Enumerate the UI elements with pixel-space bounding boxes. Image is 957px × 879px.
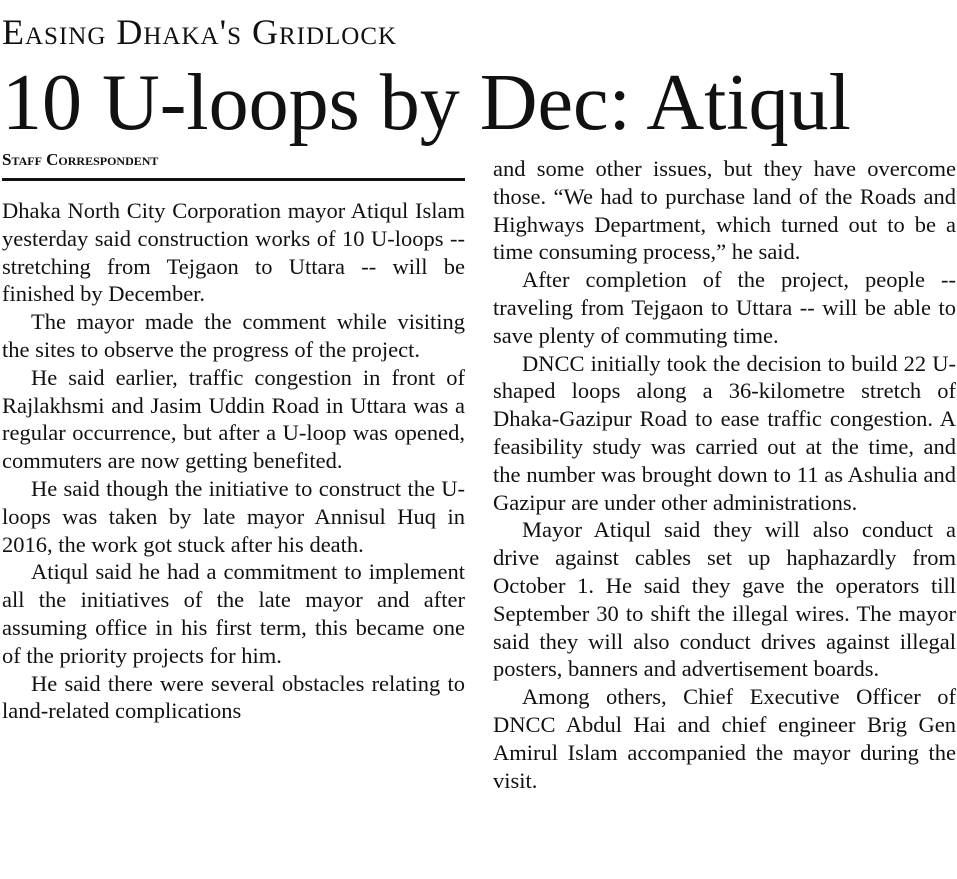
article-column-2 — [493, 155, 956, 794]
paragraph: He said though the initiative to construct the U-loops was taken by late mayor Annisul Huq in 2016, the work got stuck after his death. — [2, 475, 465, 557]
paragraph: DNCC initially took the decision to build 22 U-shaped loops along a 36-kilometre stretch of Dhaka-Gazipur Road to ease traffic congestion. A feasibility study was carried out at the time, and the number was brought down to 11 as Ashulia and Gazipur are under other administrations. — [493, 350, 956, 515]
section-kicker: Easing Dhaka's Gridlock — [2, 12, 398, 52]
headline: 10 U-loops by Dec: Atiqul — [2, 59, 851, 147]
byline-rule — [2, 178, 465, 181]
paragraph: Dhaka North City Corporation mayor Atiqul Islam yesterday said construction works of 10 U-loops -- stretching from Tejgaon to Uttara -- will be finished by December. — [2, 198, 465, 307]
byline: Staff Correspondent — [2, 150, 159, 169]
paragraph: and some other issues, but they have overcome those. “We had to purchase land of the Roads and Highways Department, which turned out to be a time consuming process,” he said. — [493, 156, 956, 265]
paragraph: He said earlier, traffic congestion in front of Rajlakhsmi and Jasim Uddin Road in Uttara was a regular occurrence, but after a U-loop was opened, commuters are now getting benefited. — [2, 364, 465, 474]
paragraph: He said there were several obstacles relating to land-related complications — [2, 670, 465, 724]
article-column-1 — [2, 197, 465, 725]
paragraph: Mayor Atiqul said they will also conduct a drive against cables set up haphazardly from October 1. He said they gave the operators till September 30 to shift the illegal wires. The mayor said they will also conduct drives against illegal posters, banners and advertisement boards. — [493, 517, 956, 682]
paragraph: After completion of the project, people -- traveling from Tejgaon to Uttara -- will be able to save plenty of commuting time. — [493, 267, 956, 348]
paragraph: The mayor made the comment while visiting the sites to observe the progress of the project. — [2, 309, 465, 362]
paragraph: Among others, Chief Executive Officer of DNCC Abdul Hai and chief engineer Brig Gen Amirul Islam accompanied the mayor during the visit. — [493, 684, 956, 793]
paragraph: Atiqul said he had a commitment to implement all the initiatives of the late mayor and after assuming office in his first term, this became one of the priority projects for him. — [2, 559, 465, 668]
